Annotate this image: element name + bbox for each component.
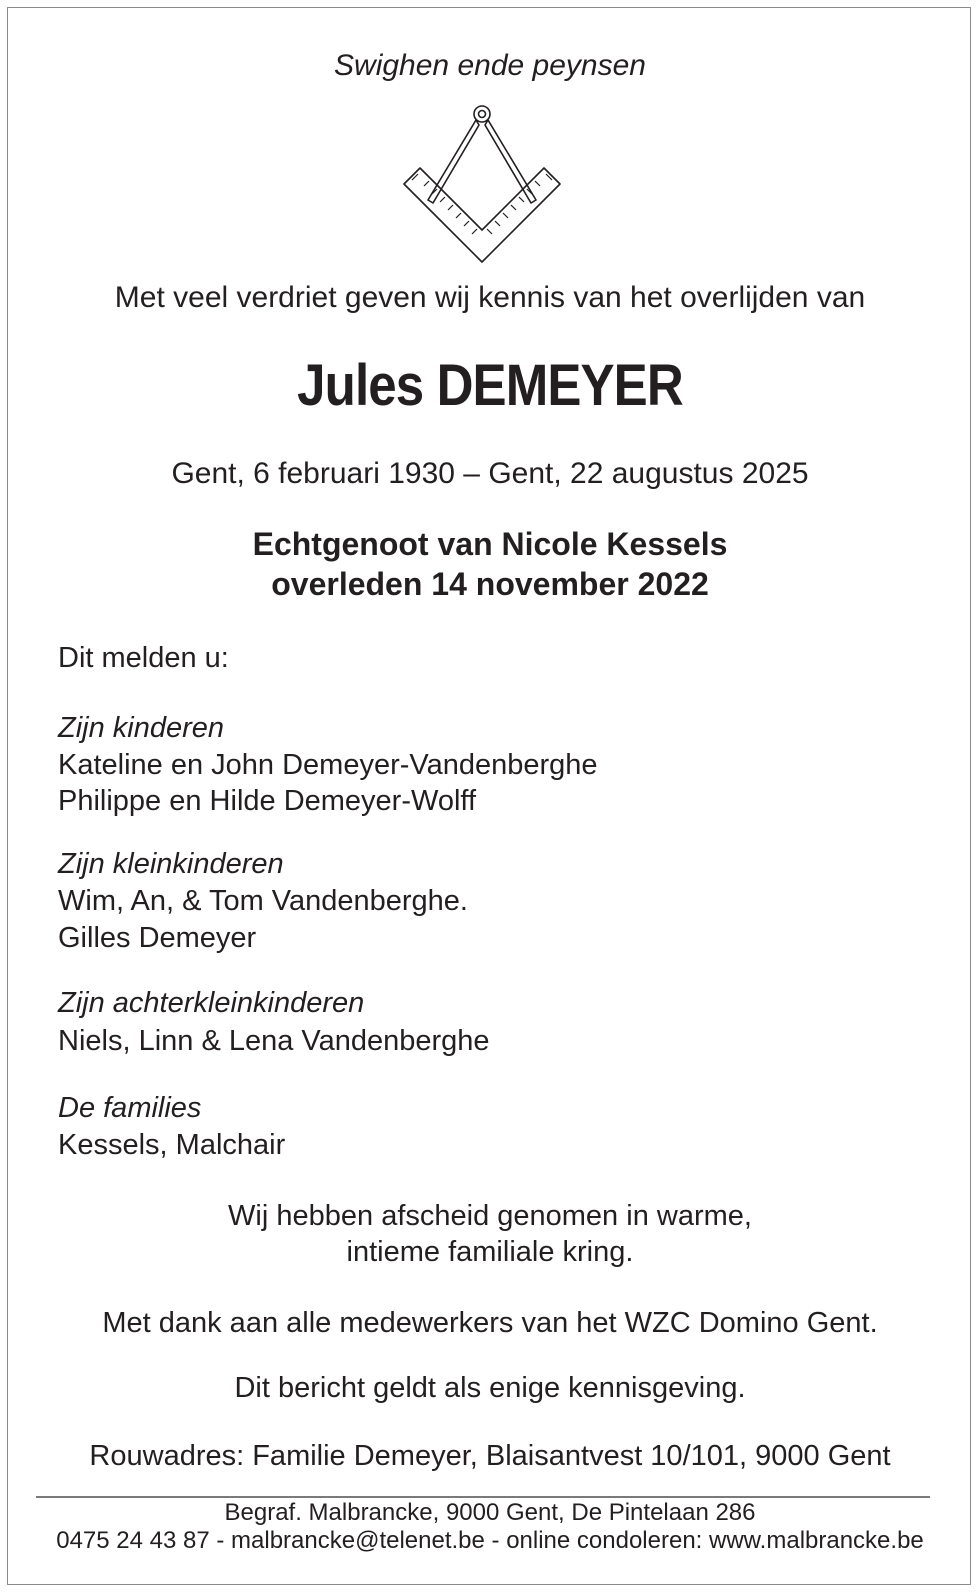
spouse-line-1: Echtgenoot van Nicole Kessels: [252, 526, 728, 562]
group-heading: De families: [58, 1092, 202, 1124]
footer-divider: [36, 1496, 930, 1498]
intro-text: Met veel verdriet geven wij kennis van het overlijden van: [114, 281, 866, 314]
thanks-text: Met dank aan alle medewerkers van het WZC Domino Gent.: [102, 1307, 878, 1339]
announcers-intro: Dit melden u:: [58, 642, 229, 674]
group-heading: Zijn kinderen: [58, 712, 225, 744]
life-dates: Gent, 6 februari 1930 – Gent, 22 augustus 2025: [171, 457, 809, 490]
square-and-compasses-icon: [402, 100, 578, 270]
footer-line-2: 0475 24 43 87 - malbrancke@telenet.be - online condoleren: www.malbrancke.be: [56, 1527, 924, 1554]
motto: Swighen ende peynsen: [334, 49, 646, 82]
group-line: Gilles Demeyer: [58, 922, 257, 954]
group-heading: Zijn kleinkinderen: [58, 848, 284, 880]
notice-text: Dit bericht geldt als enige kennisgeving.: [234, 1372, 746, 1404]
group-line: Niels, Linn & Lena Vandenberghe: [58, 1025, 490, 1057]
footer-line-1: Begraf. Malbrancke, 9000 Gent, De Pintelaan 286: [224, 1499, 756, 1526]
spouse-line-2: overleden 14 november 2022: [271, 566, 709, 602]
farewell-line-2: intieme familiale kring.: [346, 1236, 634, 1268]
farewell-line-1: Wij hebben afscheid genomen in warme,: [228, 1200, 752, 1232]
group-line: Philippe en Hilde Demeyer-Wolff: [58, 785, 477, 817]
group-line: Kateline en John Demeyer-Vandenberghe: [58, 749, 598, 781]
group-heading: Zijn achterkleinkinderen: [58, 987, 365, 1019]
group-line: Wim, An, & Tom Vandenberghe.: [58, 885, 468, 917]
group-line: Kessels, Malchair: [58, 1129, 286, 1161]
mourning-address: Rouwadres: Familie Demeyer, Blaisantvest 10/101, 9000 Gent: [89, 1440, 891, 1472]
deceased-name: Jules DEMEYER: [297, 353, 683, 418]
